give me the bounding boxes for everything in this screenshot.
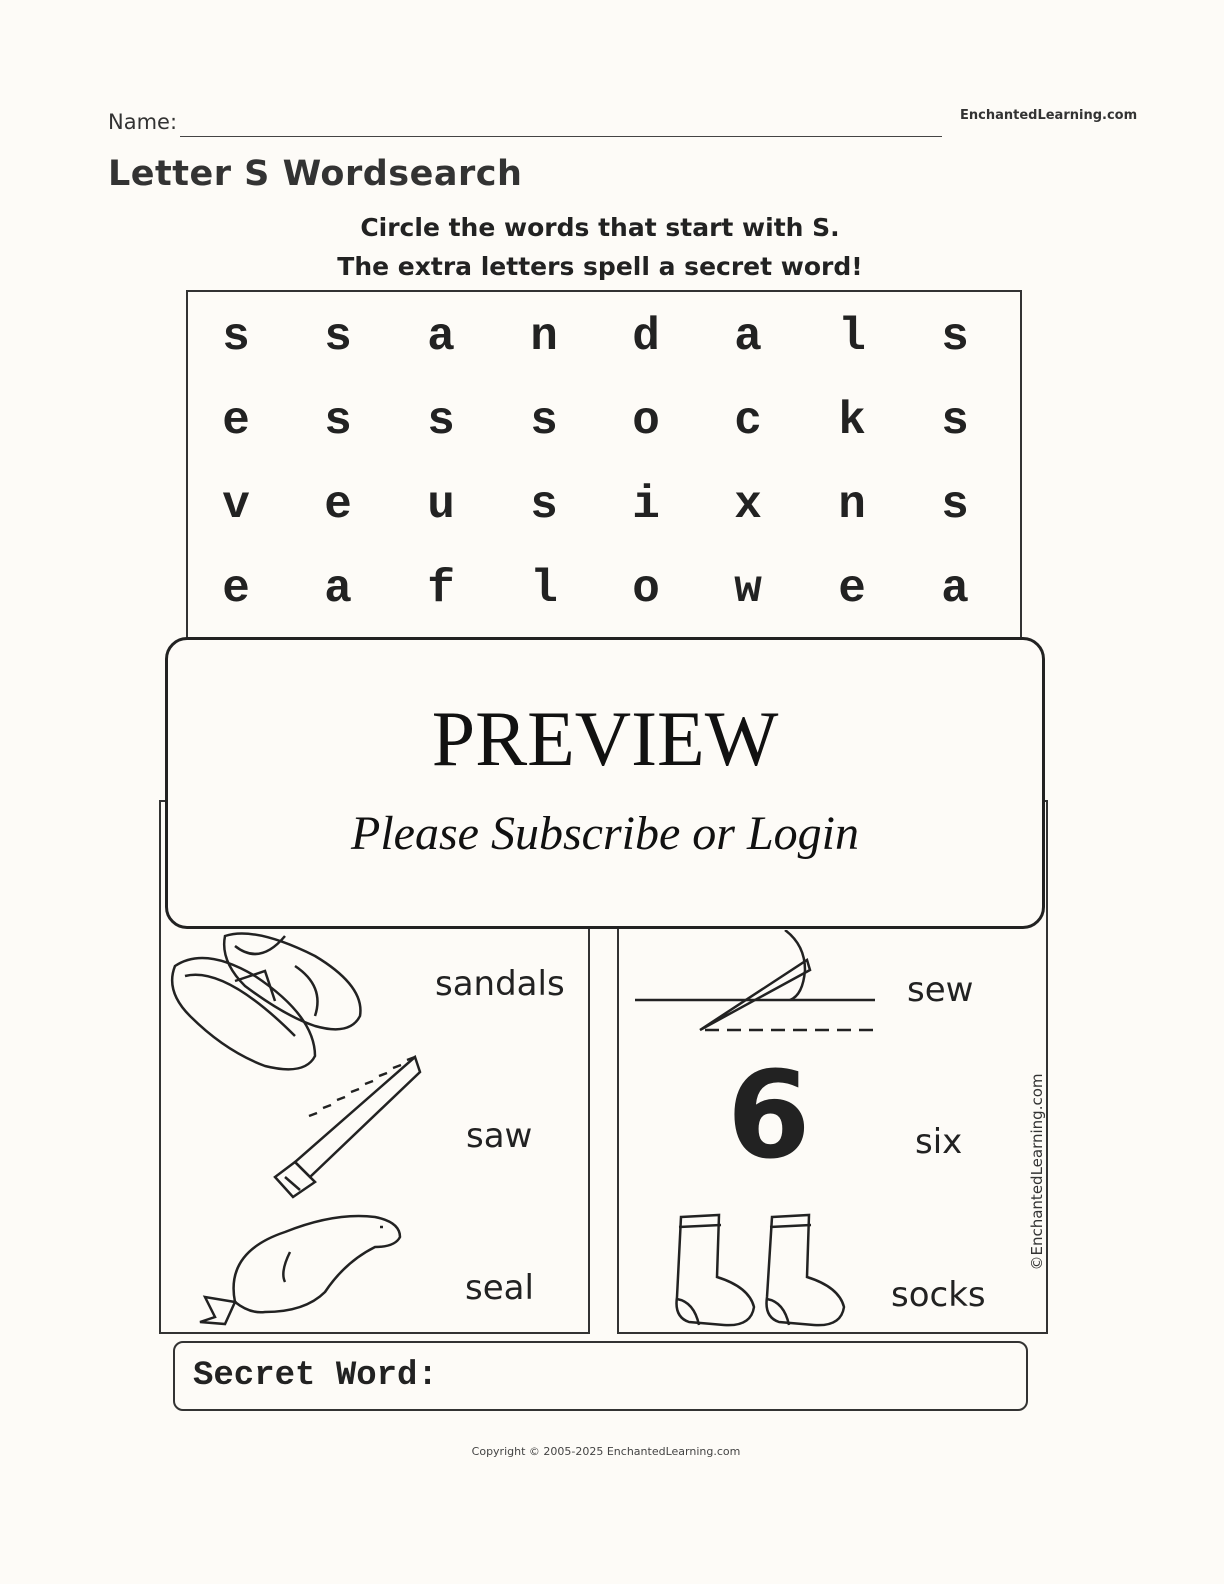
grid-letter[interactable]: u <box>427 479 455 531</box>
grid-letter[interactable]: e <box>838 563 866 615</box>
saw-icon <box>265 1052 425 1202</box>
grid-letter[interactable]: k <box>838 395 866 447</box>
grid-letter[interactable]: s <box>530 395 558 447</box>
word-label-saw: saw <box>466 1116 533 1156</box>
grid-letter[interactable]: a <box>427 311 455 363</box>
grid-letter[interactable]: i <box>632 479 660 531</box>
grid-letter[interactable]: s <box>324 395 352 447</box>
grid-letter[interactable]: c <box>734 395 762 447</box>
preview-overlay[interactable] <box>165 637 1045 929</box>
sewing-needle-icon <box>635 930 880 1040</box>
secret-word-label: Secret Word: <box>193 1357 438 1395</box>
word-label-sandals: sandals <box>435 964 565 1004</box>
name-label: Name: <box>108 110 178 134</box>
page-title: Letter S Wordsearch <box>108 154 523 194</box>
grid-letter[interactable]: e <box>222 395 250 447</box>
preview-title: PREVIEW <box>431 695 779 782</box>
copyright: Copyright © 2005-2025 EnchantedLearning.com <box>471 1445 741 1458</box>
grid-letter[interactable]: a <box>941 563 969 615</box>
grid-letter[interactable]: o <box>632 395 660 447</box>
site-logo[interactable]: EnchantedLearning.com <box>960 108 1138 123</box>
wordsearch-grid <box>186 290 1022 690</box>
grid-letter[interactable]: s <box>530 479 558 531</box>
grid-letter[interactable]: d <box>632 311 660 363</box>
grid-letter[interactable]: s <box>427 395 455 447</box>
grid-letter[interactable]: s <box>222 311 250 363</box>
name-line <box>180 136 942 137</box>
secret-word-box[interactable] <box>173 1341 1028 1411</box>
grid-letter[interactable]: s <box>941 395 969 447</box>
grid-letter[interactable]: n <box>838 479 866 531</box>
grid-letter[interactable]: a <box>734 311 762 363</box>
grid-letter[interactable]: e <box>222 563 250 615</box>
word-label-seal: seal <box>465 1268 534 1308</box>
grid-letter[interactable]: o <box>632 563 660 615</box>
grid-letter[interactable]: v <box>222 479 250 531</box>
seal-icon <box>195 1202 410 1332</box>
grid-letter[interactable]: w <box>734 563 762 615</box>
grid-letter[interactable]: x <box>734 479 762 531</box>
grid-letter[interactable]: f <box>427 563 455 615</box>
grid-letter[interactable]: l <box>530 563 558 615</box>
numeral-six: 6 <box>727 1047 811 1186</box>
subscribe-login-prompt[interactable]: Please Subscribe or Login <box>351 807 859 860</box>
word-label-sew: sew <box>907 970 974 1010</box>
grid-letter[interactable]: s <box>941 311 969 363</box>
word-label-six: six <box>915 1122 963 1162</box>
grid-letter[interactable]: e <box>324 479 352 531</box>
word-label-socks: socks <box>891 1275 986 1315</box>
socks-icon <box>669 1207 849 1332</box>
instruction-line-2: The extra letters spell a secret word! <box>337 252 863 281</box>
grid-letter[interactable]: s <box>324 311 352 363</box>
grid-letter[interactable]: a <box>324 563 352 615</box>
grid-letter[interactable]: n <box>530 311 558 363</box>
instruction-line-1: Circle the words that start with S. <box>360 213 840 242</box>
grid-letter[interactable]: s <box>941 479 969 531</box>
vertical-credit: ©EnchantedLearning.com <box>1028 1073 1046 1271</box>
grid-letter[interactable]: l <box>838 311 866 363</box>
